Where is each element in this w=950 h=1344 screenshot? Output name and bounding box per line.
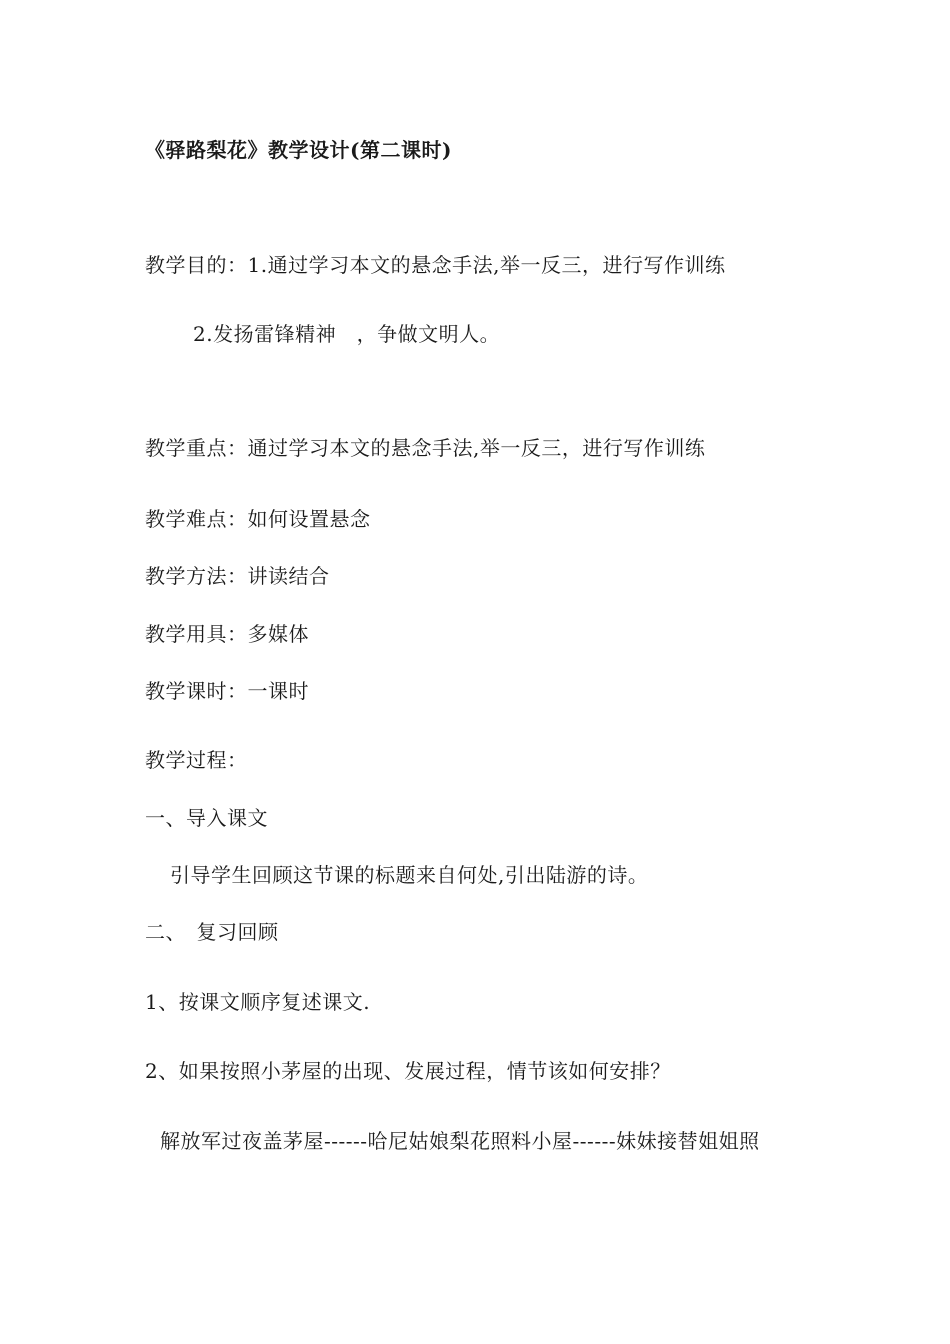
section-1-heading: 一、导入课文 <box>145 806 268 830</box>
teaching-periods: 教学课时：一课时 <box>145 679 309 703</box>
teaching-method: 教学方法：讲读结合 <box>145 564 330 588</box>
review-item-2: 2、如果按照小茅屋的出现、发展过程，情节该如何安排？ <box>145 1059 671 1083</box>
teaching-objective-2: 2.发扬雷锋精神 ，争做文明人。 <box>193 322 501 346</box>
process-heading: 教学过程： <box>145 748 248 772</box>
teaching-objective-1: 教学目的：1.通过学习本文的悬念手法,举一反三，进行写作训练 <box>145 253 726 277</box>
document-title: 《驿路梨花》教学设计(第二课时) <box>145 138 452 162</box>
plot-sequence: 解放军过夜盖茅屋------哈尼姑娘梨花照料小屋------妹妹接替姐姐照 <box>160 1129 760 1153</box>
section-1-text: 引导学生回顾这节课的标题来自何处,引出陆游的诗。 <box>170 863 649 887</box>
section-2-heading: 二、 复习回顾 <box>145 920 279 944</box>
teaching-difficulty: 教学难点：如何设置悬念 <box>145 507 371 531</box>
teaching-tools: 教学用具：多媒体 <box>145 622 309 646</box>
review-item-1: 1、按课文顺序复述课文. <box>145 990 371 1014</box>
teaching-key-point: 教学重点：通过学习本文的悬念手法,举一反三，进行写作训练 <box>145 436 706 460</box>
